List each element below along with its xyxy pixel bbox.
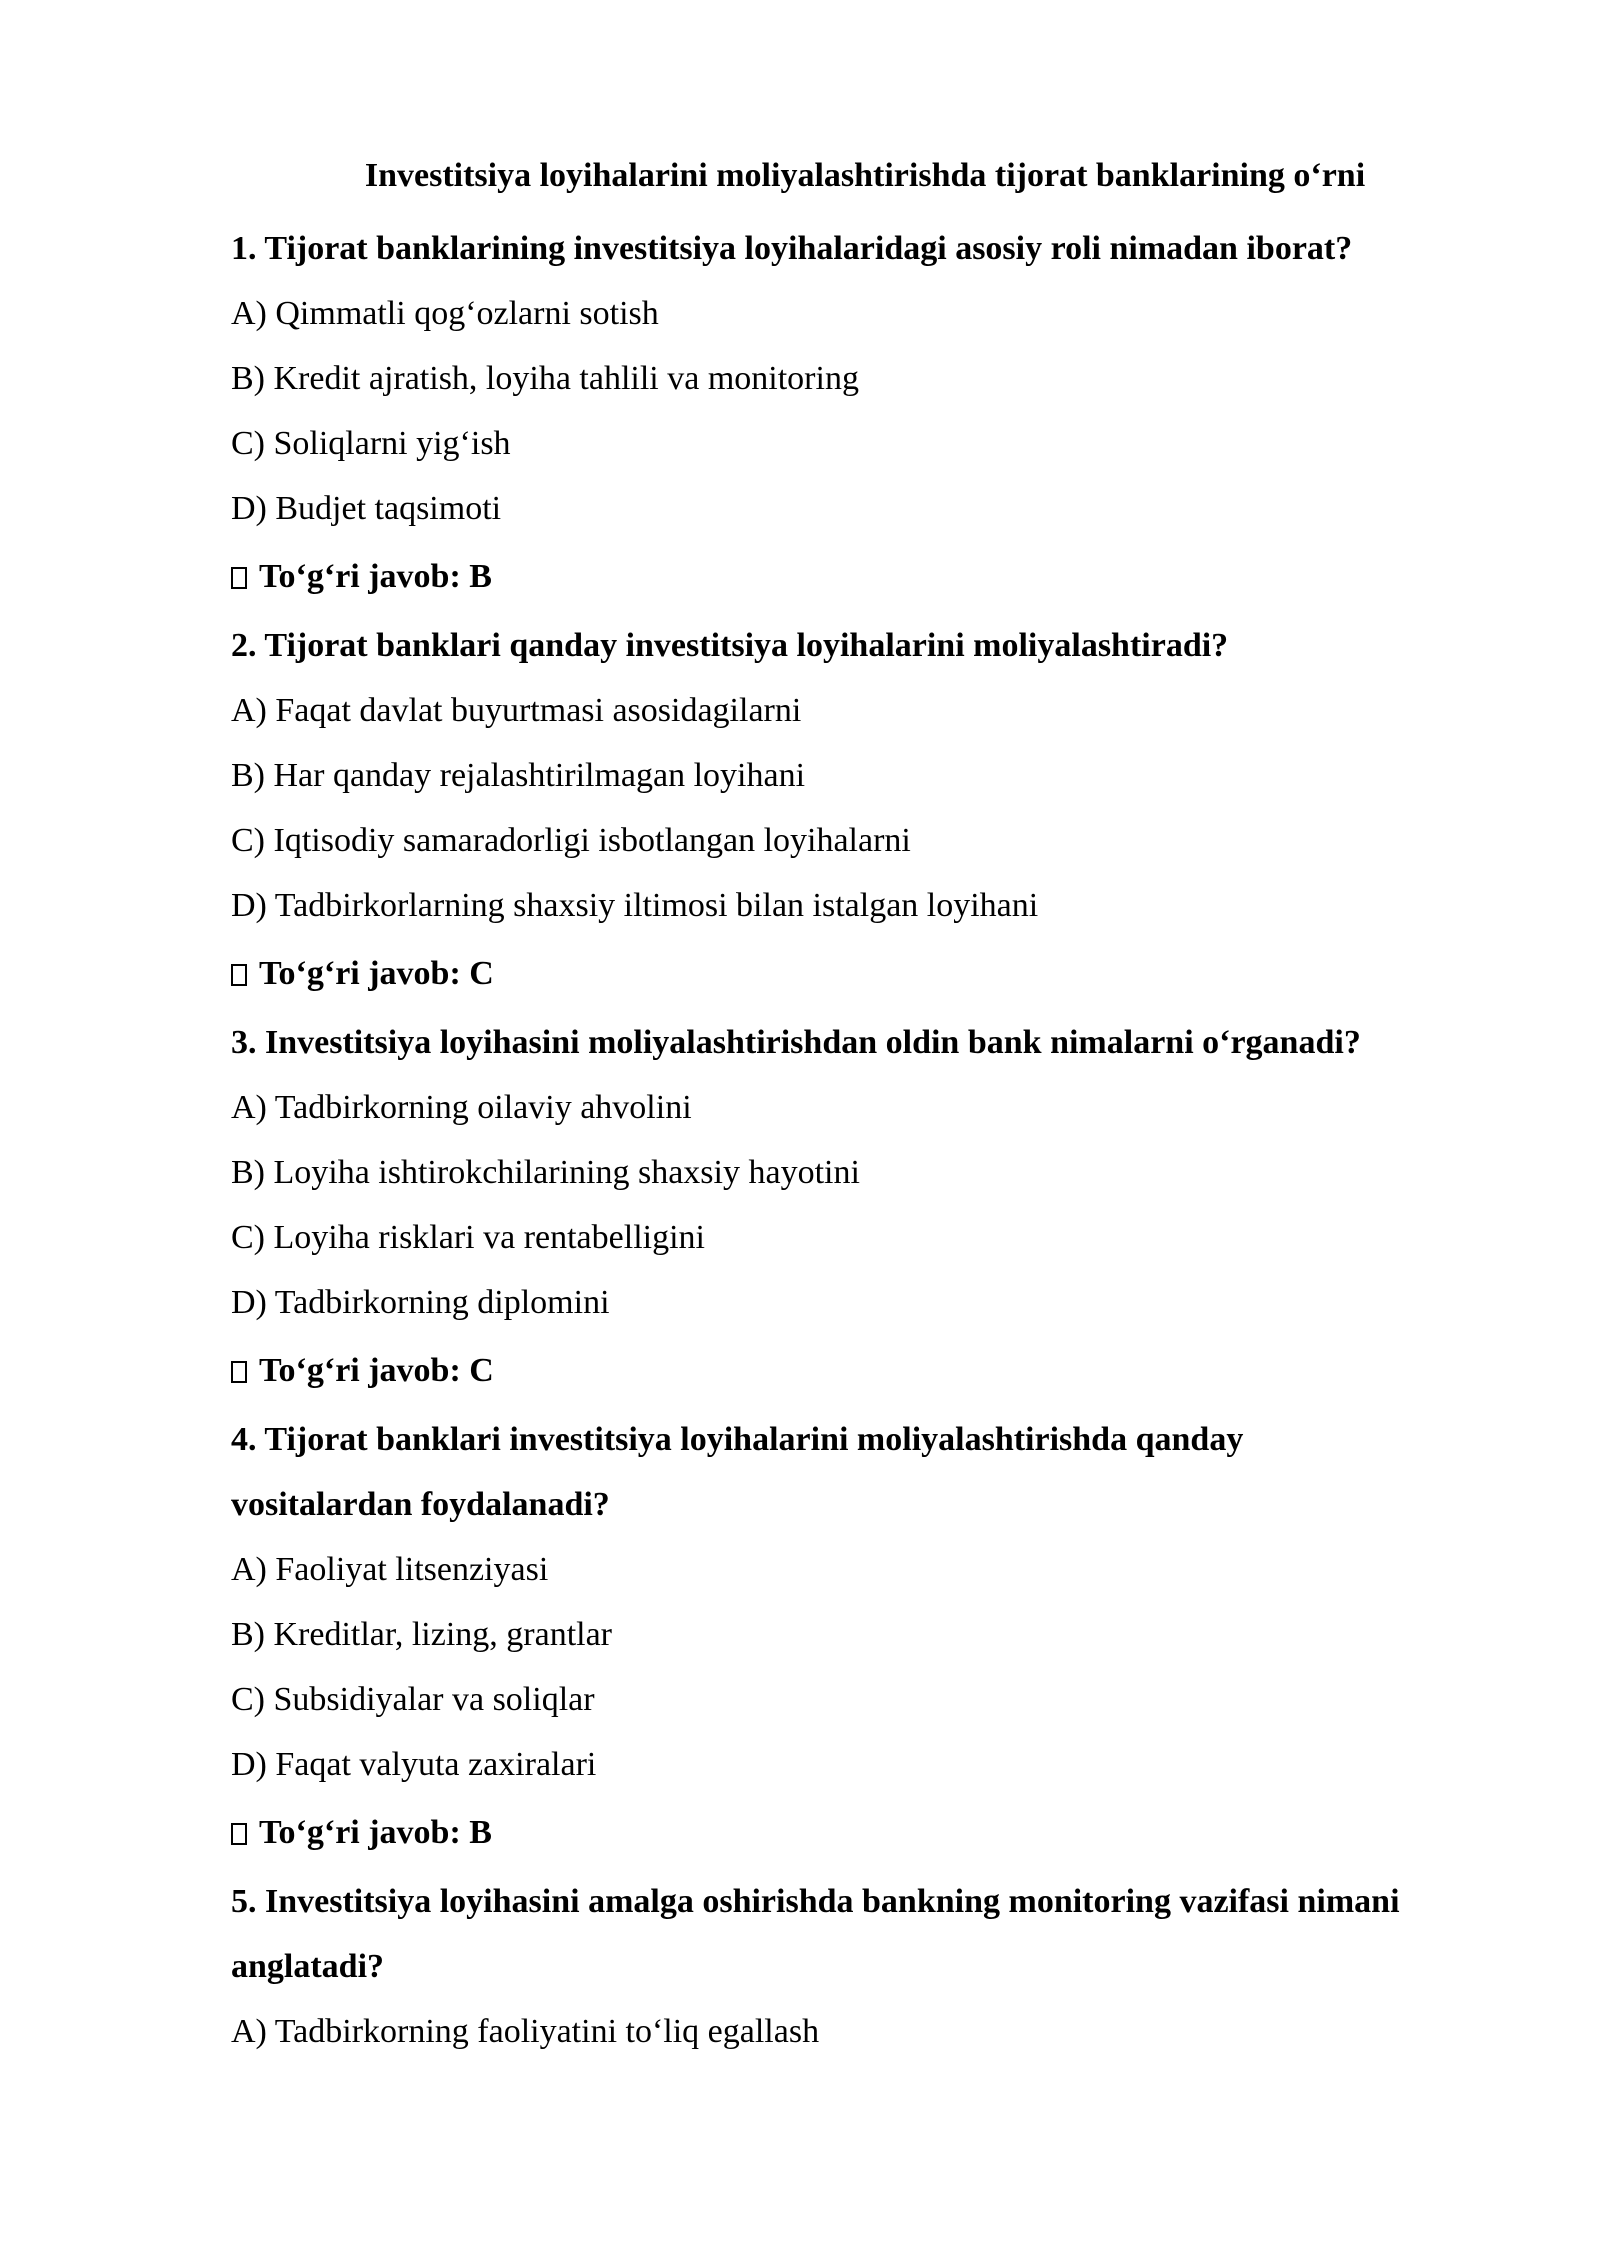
document-title: Investitsiya loyihalarini moliyalashtirishda tijorat banklarining o‘rni	[364, 157, 1366, 194]
question-text: 3. Investitsiya loyihasini moliyalashtirishdan oldin bank nimalarni o‘rganadi?	[231, 1024, 1361, 1061]
option-b: B) Kreditlar, lizing, grantlar	[231, 1616, 613, 1653]
correct-answer	[231, 938, 1531, 1010]
option-d: D) Tadbirkorlarning shaxsiy iltimosi bilan istalgan loyihani	[231, 887, 1039, 924]
option-a: A) Qimmatli qog‘ozlarni sotish	[231, 295, 659, 332]
option-c: C) Soliqlarni yig‘ish	[231, 425, 511, 462]
correct-answer-text: To‘g‘ri javob: C	[259, 1352, 494, 1389]
missing-glyph-icon	[231, 964, 247, 986]
question-text: 2. Tijorat banklari qanday investitsiya loyihalarini moliyalashtiradi?	[231, 627, 1229, 664]
question-block-5	[231, 1869, 1531, 2064]
option-d: D) Faqat valyuta zaxiralari	[231, 1746, 597, 1783]
option-d: D) Budjet taqsimoti	[231, 490, 502, 527]
option-b: B) Kredit ajratish, loyiha tahlili va monitoring	[231, 360, 859, 397]
question-block-2	[231, 613, 1531, 1010]
missing-glyph-icon	[231, 567, 247, 589]
option-d: D) Tadbirkorning diplomini	[231, 1284, 610, 1321]
missing-glyph-icon	[231, 1361, 247, 1383]
correct-answer-text: To‘g‘ri javob: C	[259, 955, 494, 992]
question-text: 5. Investitsiya loyihasini amalga oshirishda bankning monitoring vazifasi nimani anglatadi?	[231, 1883, 1400, 1985]
question-block-4	[231, 1407, 1531, 1869]
option-c: C) Iqtisodiy samaradorligi isbotlangan loyihalarni	[231, 822, 911, 859]
option-c: C) Loyiha risklari va rentabelligini	[231, 1219, 705, 1256]
question-block-3	[231, 1010, 1531, 1407]
question-text: 4. Tijorat banklari investitsiya loyihalarini moliyalashtirishda qanday vositalardan foydalanadi?	[231, 1421, 1244, 1523]
correct-answer	[231, 541, 1531, 613]
option-b: B) Loyiha ishtirokchilarining shaxsiy hayotini	[231, 1154, 860, 1191]
correct-answer	[231, 1335, 1531, 1407]
missing-glyph-icon	[231, 1823, 247, 1845]
option-a: A) Tadbirkorning faoliyatini to‘liq egallash	[231, 2013, 820, 2050]
option-a: A) Faoliyat litsenziyasi	[231, 1551, 549, 1588]
correct-answer-text: To‘g‘ri javob: B	[259, 558, 492, 595]
option-b: B) Har qanday rejalashtirilmagan loyihani	[231, 757, 806, 794]
option-a: A) Tadbirkorning oilaviy ahvolini	[231, 1089, 692, 1126]
correct-answer-text: To‘g‘ri javob: B	[259, 1814, 492, 1851]
quiz-content	[231, 216, 1531, 2064]
option-c: C) Subsidiyalar va soliqlar	[231, 1681, 595, 1718]
question-text: 1. Tijorat banklarining investitsiya loyihalaridagi asosiy roli nimadan iborat?	[231, 230, 1353, 267]
correct-answer	[231, 1797, 1531, 1869]
option-a: A) Faqat davlat buyurtmasi asosidagilarni	[231, 692, 802, 729]
question-block-1	[231, 216, 1531, 613]
